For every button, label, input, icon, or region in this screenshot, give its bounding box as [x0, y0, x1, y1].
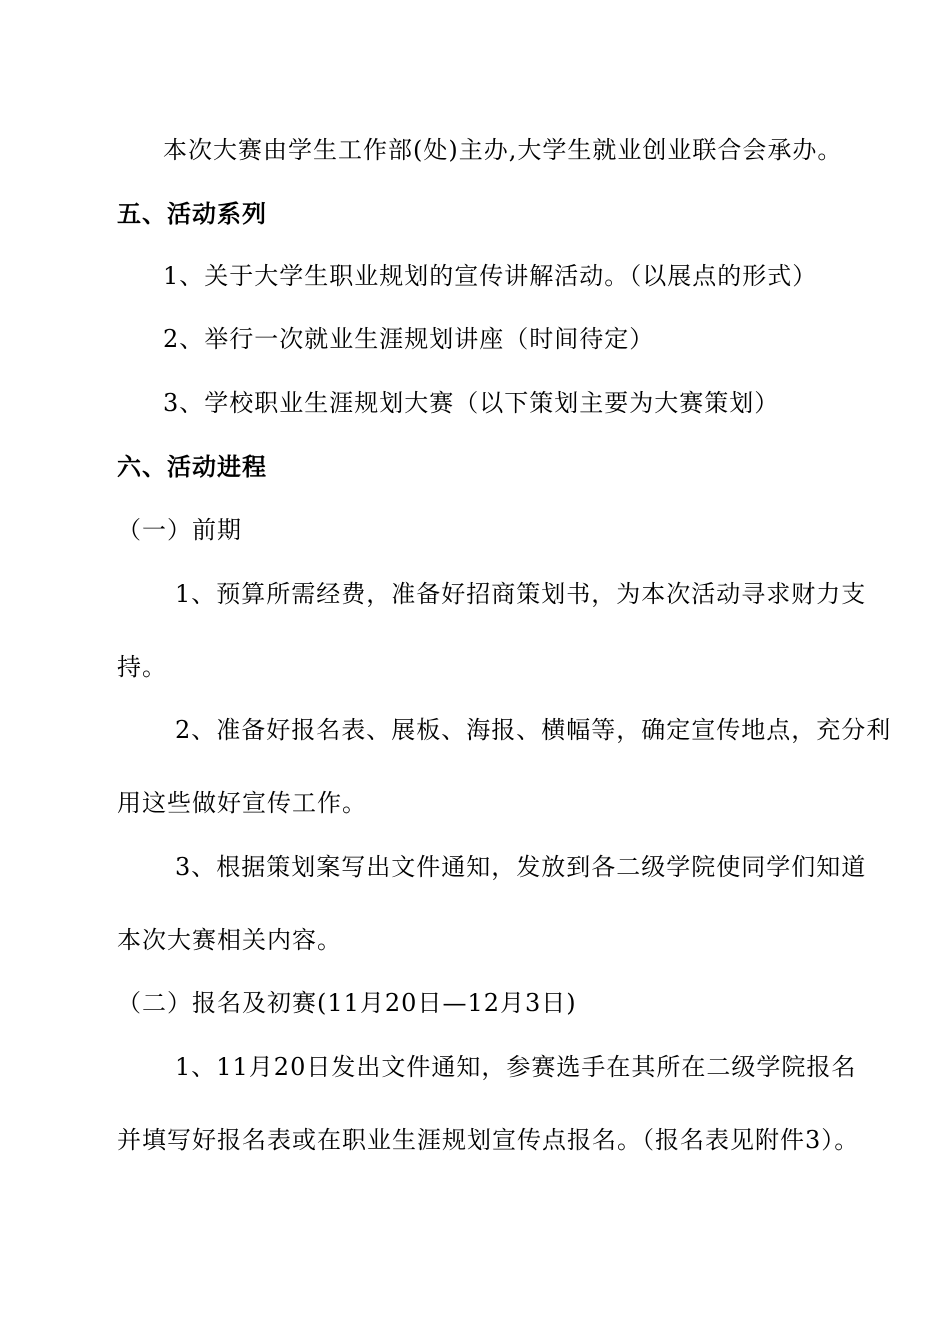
part-2-title: （二）报名及初赛(11月20日—12月3日) [117, 989, 577, 1017]
part-1-item-2-line-2: 用这些做好宣传工作。 [117, 789, 367, 817]
section-5-item-3: 3、学校职业生涯规划大赛（以下策划主要为大赛策划） [163, 389, 780, 417]
part-2-item-1-line-1: 1、11月20日发出文件通知，参赛选手在其所在二级学院报名 [175, 1053, 857, 1081]
part-1-item-2-line-1: 2、准备好报名表、展板、海报、横幅等，确定宣传地点，充分利 [175, 716, 892, 744]
part-2-item-1-line-2: 并填写好报名表或在职业生涯规划宣传点报名。（报名表见附件3）。 [117, 1126, 860, 1154]
part-1-item-3-line-2: 本次大赛相关内容。 [117, 926, 342, 954]
section-5-heading: 五、活动系列 [117, 199, 267, 228]
section-5-item-1: 1、关于大学生职业规划的宣传讲解活动。（以展点的形式） [163, 262, 818, 290]
part-1-item-3-line-1: 3、根据策划案写出文件通知，发放到各二级学院使同学们知道 [175, 853, 867, 881]
part-1-title: （一）前期 [117, 516, 242, 544]
part-1-item-1-line-1: 1、预算所需经费，准备好招商策划书，为本次活动寻求财力支 [175, 580, 867, 608]
section-5-item-2: 2、举行一次就业生涯规划讲座（时间待定） [163, 325, 655, 353]
part-1-item-1-line-2: 持。 [117, 653, 167, 681]
intro-paragraph: 本次大赛由学生工作部(处)主办,大学生就业创业联合会承办。 [163, 136, 843, 164]
section-6-heading: 六、活动进程 [117, 452, 267, 481]
